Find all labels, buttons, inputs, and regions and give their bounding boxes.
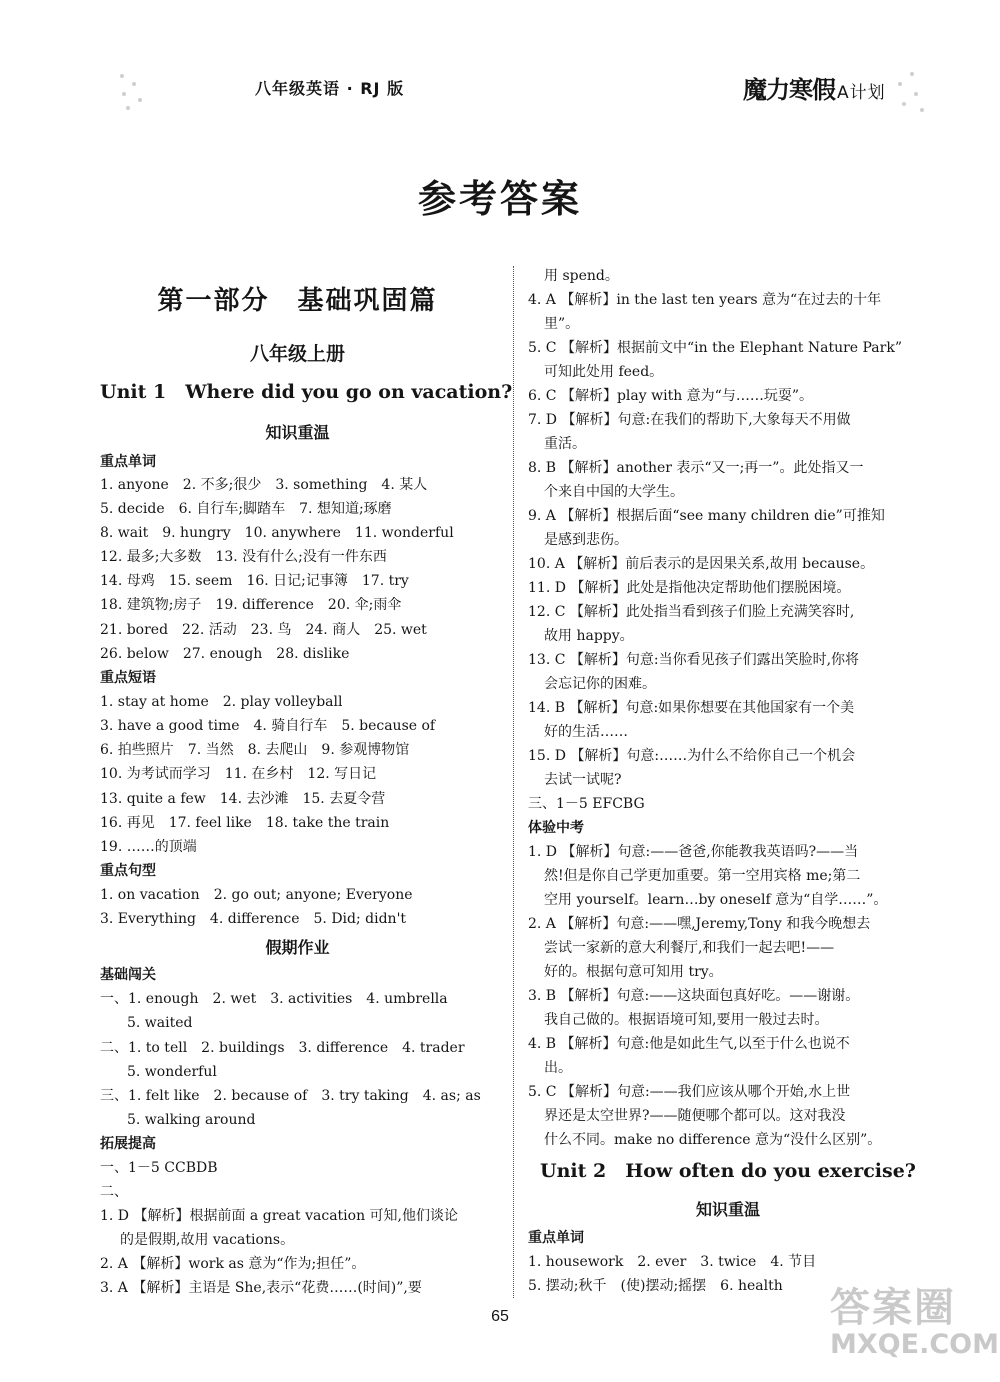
answer-line: 重活。 bbox=[544, 436, 586, 452]
answer-line: 15. D 【解析】句意:……为什么不给你自己一个机会 bbox=[528, 748, 856, 764]
answer-line: 5. decide 6. 自行车;脚踏车 7. 想知道;琢磨 bbox=[100, 501, 392, 517]
answer-line: 13. C 【解析】句意:当你看见孩子们露出笑脸时,你将 bbox=[528, 652, 860, 668]
answer-line: 3. have a good time 4. 骑自行车 5. because of bbox=[100, 718, 436, 734]
answer-line: 1. anyone 2. 不多;很少 3. something 4. 某人 bbox=[100, 477, 428, 493]
answer-line: 什么不同。make no difference 意为“没什么区别”。 bbox=[544, 1132, 882, 1148]
part-title: 第一部分 基础巩固篇 bbox=[157, 286, 438, 316]
answer-line: 1. on vacation 2. go out; anyone; Everyone bbox=[100, 887, 413, 903]
answer-line: 1. housework 2. ever 3. twice 4. 节目 bbox=[528, 1254, 817, 1270]
answer-line: 是感到悲伤。 bbox=[544, 532, 628, 548]
header-brand bbox=[743, 70, 886, 105]
answer-line: 14. B 【解析】句意:如果你想要在其他国家有一个美 bbox=[528, 700, 855, 716]
answer-line: 然!但是你自己学更加重要。第一空用宾格 me;第二 bbox=[544, 868, 861, 884]
answer-line: 1. stay at home 2. play volleyball bbox=[100, 694, 343, 710]
answer-line: 三、1－5 EFCBG bbox=[528, 796, 645, 812]
watermark bbox=[830, 1276, 999, 1376]
page-number: 65 bbox=[491, 1308, 509, 1325]
answer-line: 13. quite a few 14. 去沙滩 15. 去夏令营 bbox=[100, 791, 386, 807]
answer-line: 会忘记你的困难。 bbox=[544, 676, 656, 692]
subhead-extend: 拓展提高 bbox=[100, 1136, 156, 1152]
answer-line: 5. 摆动;秋千 (使)摆动;摇摆 6. health bbox=[528, 1278, 783, 1294]
answer-line: 12. 最多;大多数 13. 没有什么;没有一件东西 bbox=[100, 549, 387, 565]
watermark-text: 答案圈 bbox=[830, 1285, 956, 1331]
subhead-exam-practice: 体验中考 bbox=[528, 820, 584, 836]
answer-line: 1. D 【解析】根据前面 a great vacation 可知,他们谈论 bbox=[100, 1208, 458, 1224]
answer-line: 4. A 【解析】in the last ten years 意为“在过去的十年 bbox=[528, 292, 882, 308]
column-divider bbox=[513, 266, 514, 1298]
answer-line: 5. C 【解析】句意:——我们应该从哪个开始,水上世 bbox=[528, 1084, 851, 1100]
header-book-title: 八年级英语 · RJ 版 bbox=[255, 79, 405, 98]
answer-line: 5. C 【解析】根据前文中“in the Elephant Nature Park” bbox=[528, 340, 902, 356]
subhead-key-sentences: 重点句型 bbox=[100, 863, 156, 879]
unit2-section-knowledge-review: 知识重温 bbox=[695, 1200, 760, 1219]
unit2-subhead-key-words: 重点单词 bbox=[528, 1230, 584, 1246]
answer-line: 1. D 【解析】句意:——爸爸,你能教我英语吗?——当 bbox=[528, 844, 859, 860]
answer-line: 的是假期,故用 vacations。 bbox=[120, 1232, 295, 1248]
answer-line: 可知此处用 feed。 bbox=[544, 364, 664, 380]
answer-line: 9. A 【解析】根据后面“see many children die”可推知 bbox=[528, 508, 885, 524]
answer-line: 10. 为考试而学习 11. 在乡村 12. 写日记 bbox=[100, 766, 377, 782]
answer-line: 7. D 【解析】句意:在我们的帮助下,大象每天不用做 bbox=[528, 412, 851, 428]
subhead-key-words: 重点单词 bbox=[100, 454, 156, 470]
answer-line: 出。 bbox=[544, 1060, 572, 1076]
brand-version: A计划 bbox=[837, 83, 886, 103]
answer-line: 故用 happy。 bbox=[544, 628, 634, 644]
answer-line: 18. 建筑物;房子 19. difference 20. 伞;雨伞 bbox=[100, 597, 402, 613]
answer-line: 14. 母鸡 15. seem 16. 日记;记事簿 17. try bbox=[100, 573, 409, 589]
answer-line: 19. ……的顶端 bbox=[100, 839, 197, 855]
answer-line: 二、1. to tell 2. buildings 3. difference 4. trader bbox=[100, 1040, 465, 1056]
answer-line: 2. A 【解析】句意:——嘿,Jeremy,Tony 和我今晚想去 bbox=[528, 916, 871, 932]
section-knowledge-review: 知识重温 bbox=[265, 423, 330, 442]
unit1-title: Unit 1 Where did you go on vacation? bbox=[100, 381, 513, 403]
answer-line: 用 spend。 bbox=[544, 268, 619, 284]
answer-line: 界还是太空世界?——随便哪个都可以。这对我没 bbox=[544, 1108, 846, 1124]
brand-name: 魔力寒假 bbox=[743, 76, 835, 104]
grade-title: 八年级上册 bbox=[249, 343, 345, 365]
unit2-title: Unit 2 How often do you exercise? bbox=[540, 1160, 916, 1182]
page-title: 参考答案 bbox=[417, 176, 582, 221]
answer-line: 10. A 【解析】前后表示的是因果关系,故用 because。 bbox=[528, 556, 875, 572]
answer-line: 我自己做的。根据语境可知,要用一般过去时。 bbox=[544, 1012, 829, 1028]
answer-line: 16. 再见 17. feel like 18. take the train bbox=[100, 815, 390, 831]
answer-line: 5. wonderful bbox=[127, 1064, 217, 1080]
answer-line: 8. wait 9. hungry 10. anywhere 11. wonderful bbox=[100, 525, 454, 541]
answer-line: 空用 yourself。learn…by oneself 意为“自学……”。 bbox=[544, 892, 888, 908]
answer-line: 8. B 【解析】another 表示“又一;再一”。此处指又一 bbox=[528, 460, 864, 476]
answer-line: 2. A 【解析】work as 意为“作为;担任”。 bbox=[100, 1256, 366, 1272]
answer-line: 6. C 【解析】play with 意为“与……玩耍”。 bbox=[528, 388, 813, 404]
watermark-url: MXQE.COM bbox=[830, 1329, 999, 1360]
answer-line: 里”。 bbox=[544, 316, 580, 332]
answer-line: 二、 bbox=[100, 1184, 128, 1200]
answer-line: 21. bored 22. 活动 23. 鸟 24. 商人 25. wet bbox=[100, 622, 427, 638]
answer-line: 26. below 27. enough 28. dislike bbox=[100, 646, 350, 662]
subhead-basic: 基础闯关 bbox=[100, 967, 156, 983]
answer-line: 3. A 【解析】主语是 She,表示“花费……(时间)”,要 bbox=[100, 1280, 422, 1296]
section-holiday-homework: 假期作业 bbox=[265, 938, 330, 957]
answer-line: 好的生活…… bbox=[544, 724, 628, 740]
answer-line: 11. D 【解析】此处是指他决定帮助他们摆脱困境。 bbox=[528, 580, 851, 596]
answer-line: 个来自中国的大学生。 bbox=[544, 484, 684, 500]
answer-line: 4. B 【解析】句意:他是如此生气,以至于什么也说不 bbox=[528, 1036, 850, 1052]
corner-decoration-right bbox=[880, 66, 940, 126]
subhead-key-phrases: 重点短语 bbox=[100, 670, 156, 686]
answer-line: 5. walking around bbox=[127, 1112, 256, 1128]
answer-line: 3. B 【解析】句意:——这块面包真好吃。——谢谢。 bbox=[528, 988, 860, 1004]
answer-line: 12. C 【解析】此处指当看到孩子们脸上充满笑容时, bbox=[528, 604, 855, 620]
answer-line: 3. Everything 4. difference 5. Did; didn't bbox=[100, 911, 407, 927]
answer-line: 尝试一家新的意大利餐厅,和我们一起去吧!—— bbox=[544, 940, 835, 956]
answer-line: 一、1－5 CCBDB bbox=[100, 1160, 218, 1176]
answer-line: 三、1. felt like 2. because of 3. try taking 4. as; as bbox=[100, 1088, 481, 1104]
answer-line: 6. 拍些照片 7. 当然 8. 去爬山 9. 参观博物馆 bbox=[100, 742, 410, 758]
answer-line: 5. waited bbox=[127, 1015, 193, 1031]
corner-decoration-left bbox=[112, 68, 172, 128]
answer-line: 一、1. enough 2. wet 3. activities 4. umbrella bbox=[100, 991, 448, 1007]
answer-line: 好的。根据句意可知用 try。 bbox=[544, 964, 723, 980]
answer-line: 去试一试呢? bbox=[544, 772, 622, 788]
